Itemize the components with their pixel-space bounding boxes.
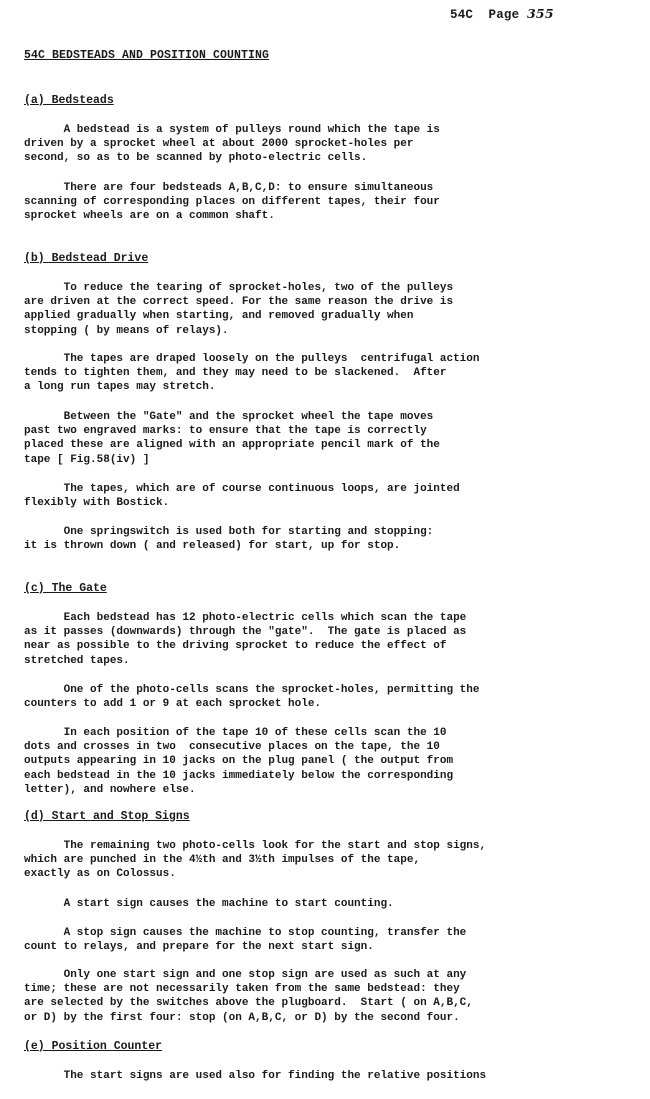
page-number: 355 bbox=[527, 6, 554, 21]
paragraph: One of the photo-cells scans the sprocket-holes, permitting the counters to add 1 or 9 at each sprocket hole. bbox=[24, 684, 480, 711]
paragraph: To reduce the tearing of sprocket-holes, two of the pulleys are driven at the correct speed. For the same reason the drive is applied gradually when starting, and removed gradually when stopping ( by means of relays). bbox=[24, 282, 454, 337]
paragraph: A stop sign causes the machine to stop counting, transfer the count to relays, and prepare for the next start sign. bbox=[24, 927, 467, 954]
paragraph: A start sign causes the machine to start counting. bbox=[24, 898, 394, 910]
paragraph: The tapes are draped loosely on the pulleys centrifugal action tends to tighten them, and they may need to be slackened. After a long run tapes may stretch. bbox=[24, 353, 480, 394]
paragraph: A bedstead is a system of pulleys round which the tape is driven by a sprocket wheel at about 2000 sprocket-holes per second, so as to be scanned by photo-electric cells. bbox=[24, 124, 440, 165]
paragraph: Between the "Gate" and the sprocket wheel the tape moves past two engraved marks: to ensure that the tape is correctly placed these are aligned with an appropriate pencil mark of the tape [ Fig.58(iv) ] bbox=[24, 411, 440, 466]
section-code: 54C bbox=[450, 8, 474, 22]
section-heading-the-gate: (c) The Gate bbox=[24, 582, 107, 595]
page-header bbox=[450, 6, 554, 22]
paragraph: The remaining two photo-cells look for the start and stop signs, which are punched in the 4½th and 3½th impulses of the tape, exactly as on Colossus. bbox=[24, 840, 487, 881]
paragraph: Only one start sign and one stop sign are used as such at any time; these are not necessarily taken from the same bedstead: they are selected by the switches above the plugboard. Start ( on A,B,C, or D) by the first four: stop (on A,B,C, or D) by the second four. bbox=[24, 969, 473, 1024]
paragraph: One springswitch is used both for starting and stopping: it is thrown down ( and released) for start, up for stop. bbox=[24, 526, 434, 553]
page-label: Page bbox=[488, 8, 520, 22]
paragraph: The tapes, which are of course continuous loops, are jointed flexibly with Bostick. bbox=[24, 483, 460, 510]
paragraph: There are four bedsteads A,B,C,D: to ensure simultaneous scanning of corresponding places on different tapes, their four sprocket wheels are on a common shaft. bbox=[24, 182, 440, 223]
paragraph: Each bedstead has 12 photo-electric cells which scan the tape as it passes (downwards) through the "gate". The gate is placed as near as possible to the driving sprocket to reduce the effect of stretched tapes. bbox=[24, 612, 467, 667]
paragraph: In each position of the tape 10 of these cells scan the 10 dots and crosses in two consecutive places on the tape, the 10 outputs appearing in 10 jacks on the plug panel ( the output from each bedstead in the 10 jacks immediately below the corresponding letter), and nowhere else. bbox=[24, 727, 454, 796]
paragraph: The start signs are used also for finding the relative positions bbox=[24, 1070, 487, 1082]
section-heading-bedstead-drive: (b) Bedstead Drive bbox=[24, 252, 149, 265]
section-heading-bedsteads: (a) Bedsteads bbox=[24, 94, 114, 107]
section-heading-start-stop-signs: (d) Start and Stop Signs bbox=[24, 810, 190, 823]
section-heading-position-counter: (e) Position Counter bbox=[24, 1040, 163, 1053]
document-title: 54C BEDSTEADS AND POSITION COUNTING bbox=[24, 49, 270, 62]
